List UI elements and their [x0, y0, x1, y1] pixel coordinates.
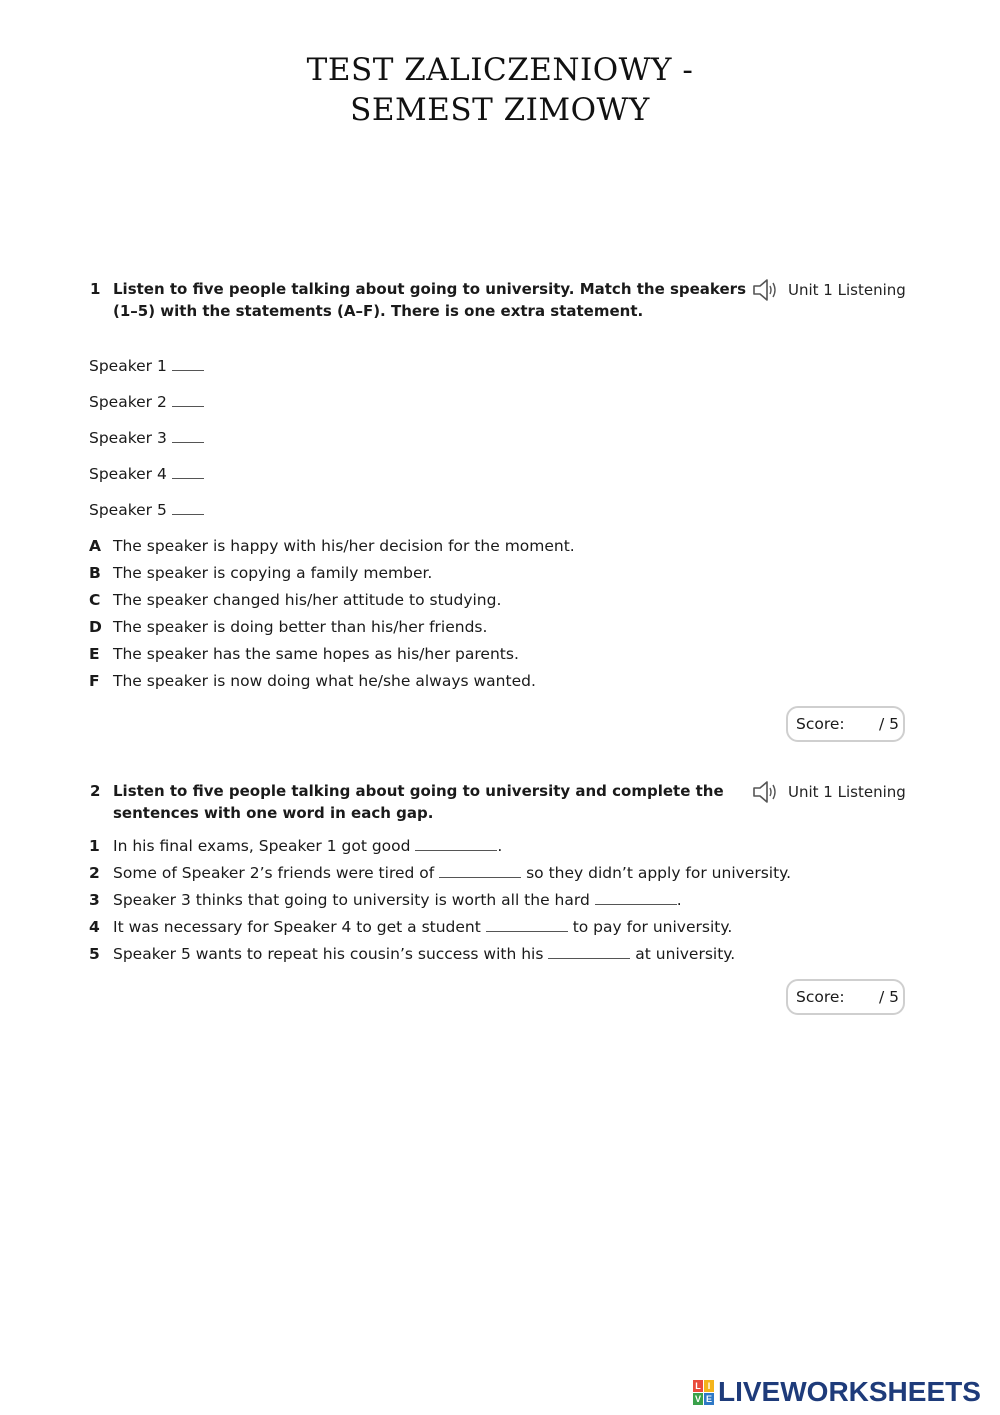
speaker-row: Speaker 5: [89, 499, 204, 521]
sentence-item: 4 It was necessary for Speaker 4 to get a student to pay for university.: [89, 918, 733, 936]
sentence-item: 2 Some of Speaker 2’s friends were tired of so they didn’t apply for university.: [89, 864, 792, 882]
score-label: Score:: [796, 988, 845, 1006]
gap-input[interactable]: [486, 917, 568, 932]
speaker-answer-input[interactable]: [172, 464, 204, 479]
section1-unit-label: Unit 1 Listening: [788, 281, 906, 299]
sentence-item: 5 Speaker 5 wants to repeat his cousin’s success with his at university.: [89, 945, 736, 963]
section2-unit-label: Unit 1 Listening: [788, 783, 906, 801]
statement-item: D The speaker is doing better than his/her friends.: [89, 618, 488, 636]
gap-input[interactable]: [439, 863, 521, 878]
speaker-row: Speaker 3: [89, 427, 204, 449]
statement-item: E The speaker has the same hopes as his/her parents.: [89, 645, 519, 663]
speaker-answer-input[interactable]: [172, 500, 204, 515]
speaker-icon[interactable]: [752, 278, 780, 302]
score-max: / 5: [879, 988, 900, 1006]
section1-number: 1: [90, 280, 101, 298]
liveworksheets-logo[interactable]: [693, 1377, 981, 1407]
section2-instruction: Listen to five people talking about going to university and complete the sentences with one word in each gap.: [113, 782, 724, 822]
speaker-row: Speaker 1: [89, 355, 204, 377]
page-title: [0, 50, 1000, 130]
section1-score-box: [786, 706, 905, 742]
title-line-2: SEMEST ZIMOWY: [350, 92, 650, 128]
gap-input[interactable]: [415, 836, 497, 851]
score-label: Score:: [796, 715, 845, 733]
statement-item: A The speaker is happy with his/her decision for the moment.: [89, 537, 575, 555]
logo-text: LIVEWORKSHEETS: [718, 1376, 981, 1407]
speaker-answer-input[interactable]: [172, 428, 204, 443]
speaker-row: Speaker 4: [89, 463, 204, 485]
score-max: / 5: [879, 715, 900, 733]
section2-number: 2: [90, 782, 101, 800]
statement-item: B The speaker is copying a family member.: [89, 564, 433, 582]
title-line-1: TEST ZALICZENIOWY -: [306, 52, 694, 88]
speaker-row: Speaker 2: [89, 391, 204, 413]
sentence-item: 3 Speaker 3 thinks that going to university is worth all the hard .: [89, 891, 682, 909]
section2-score-box: [786, 979, 905, 1015]
speaker-answer-input[interactable]: [172, 356, 204, 371]
statement-item: F The speaker is now doing what he/she always wanted.: [89, 672, 536, 690]
gap-input[interactable]: [548, 944, 630, 959]
section1-audio[interactable]: [752, 278, 906, 302]
sentence-item: 1 In his final exams, Speaker 1 got good .: [89, 837, 503, 855]
logo-blocks-icon: L I V E: [694, 1380, 712, 1404]
gap-input[interactable]: [595, 890, 677, 905]
section2-audio[interactable]: [752, 780, 906, 804]
statement-item: C The speaker changed his/her attitude to studying.: [89, 591, 502, 609]
speaker-answer-input[interactable]: [172, 392, 204, 407]
speaker-icon[interactable]: [752, 780, 780, 804]
section1-instruction: Listen to five people talking about going to university. Match the speakers (1–5) with the statements (A–F). There is one extra statement.: [113, 280, 746, 320]
